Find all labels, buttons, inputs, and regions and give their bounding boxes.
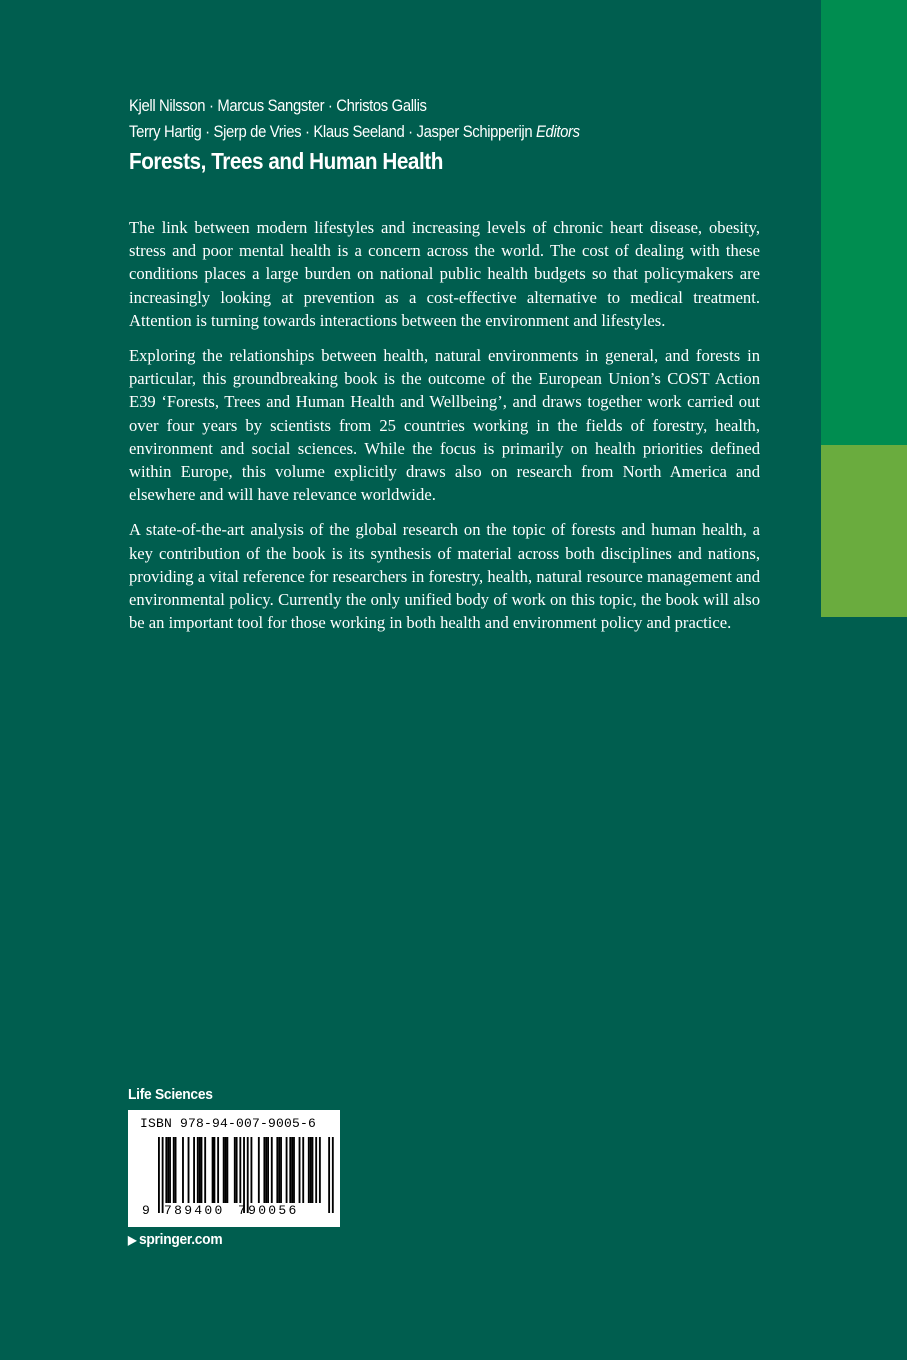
barcode-digit-first: 9 <box>142 1203 150 1218</box>
publisher-website[interactable] <box>128 1229 222 1251</box>
barcode-bar <box>243 1137 245 1213</box>
barcode-bar <box>265 1137 267 1203</box>
barcode-bar <box>234 1137 236 1203</box>
barcode-bar <box>258 1137 260 1203</box>
barcode-bar <box>167 1137 169 1203</box>
barcode-bar <box>247 1137 249 1213</box>
barcode-bar <box>165 1137 167 1203</box>
barcode-bar <box>236 1137 238 1203</box>
barcode-bar <box>280 1137 282 1203</box>
barcode-bar <box>197 1137 199 1203</box>
book-description <box>129 216 760 646</box>
editors-list <box>129 93 741 145</box>
barcode-bar <box>199 1137 201 1203</box>
barcode-bar <box>188 1137 190 1203</box>
barcode-bar <box>182 1137 184 1203</box>
isbn-barcode <box>128 1110 340 1227</box>
barcode-bar <box>312 1137 314 1203</box>
triangle-right-icon: ▶ <box>128 1233 137 1247</box>
barcode-bar <box>271 1137 273 1203</box>
barcode-bar <box>162 1137 164 1213</box>
barcode-bar <box>289 1137 291 1203</box>
barcode-bar <box>175 1137 177 1203</box>
editors-line-1: Kjell Nilsson · Marcus Sangster · Christos Gallis <box>129 97 427 115</box>
description-paragraph-1: The link between modern lifestyles and increasing levels of chronic heart disease, obesity, stress and poor mental health is a concern across the world. The cost of dealing with these conditions places a large burden on national public health budgets so that policymakers are increasingly looking at prevention as a cost-effective alternative to medical treatment. Attention is turning towards interactions between the environment and lifestyles. <box>129 218 760 330</box>
barcode-bars <box>128 1110 340 1227</box>
barcode-bar <box>315 1137 317 1203</box>
description-paragraph-2: Exploring the relationships between health, natural environments in general, and forests in particular, this groundbreaking book is the outcome of the European Union’s COST Action E39 ‘Forests, Trees and Human Health and Wellbeing’, and draws together work carried out over four years by scientists from 25 countries working in the fields of forestry, health, environment and social sciences. While the focus is primarily on health priorities defined within Europe, this volume explicitly draws also on research from North America and elsewhere and will have relevance worldwide. <box>129 346 760 505</box>
publisher-website-label: springer.com <box>138 1231 223 1248</box>
book-title: Forests, Trees and Human Health <box>129 148 443 174</box>
barcode-bar <box>251 1137 253 1203</box>
barcode-bar <box>319 1137 321 1203</box>
barcode-bar <box>276 1137 278 1203</box>
barcode-bar <box>299 1137 301 1203</box>
barcode-bar <box>214 1137 216 1203</box>
barcode-bar <box>328 1137 330 1213</box>
description-paragraph-3: A state-of-the-art analysis of the global research on the topic of forests and human health, a key contribution of the book is its synthesis of material across both disciplines and nations, providing a vital reference for researchers in forestry, health, natural resource management and environmental policy. Currently the only unified body of work on this topic, the book will also be an important tool for those working in both health and environment policy and practice. <box>129 520 760 633</box>
barcode-bar <box>193 1137 195 1203</box>
barcode-bar <box>225 1137 227 1203</box>
barcode-bar <box>332 1137 334 1213</box>
barcode-bar <box>302 1137 304 1203</box>
barcode-bar <box>212 1137 214 1203</box>
spine-color-band-top <box>821 0 907 445</box>
barcode-bar <box>217 1137 219 1203</box>
barcode-bar <box>158 1137 160 1213</box>
barcode-bar <box>239 1137 241 1203</box>
isbn-label: ISBN 978-94-007-9005-6 <box>140 1116 317 1131</box>
barcode-digits-left: 789400 <box>164 1203 225 1218</box>
barcode-bar <box>278 1137 280 1203</box>
editors-role: Editors <box>535 123 580 141</box>
barcode-bar <box>308 1137 310 1203</box>
barcode-bar <box>201 1137 203 1203</box>
barcode-bar <box>291 1137 293 1203</box>
barcode-bar <box>263 1137 265 1203</box>
barcode-bar <box>226 1137 228 1203</box>
editors-line-2 <box>129 119 741 145</box>
barcode-bar <box>204 1137 206 1203</box>
barcode-bar <box>293 1137 295 1203</box>
barcode-bar <box>267 1137 269 1203</box>
barcode-bar <box>286 1137 288 1203</box>
barcode-bar <box>169 1137 171 1203</box>
barcode-bar <box>310 1137 312 1203</box>
editors-line-2-names: Terry Hartig · Sjerp de Vries · Klaus Seeland · Jasper Schipperijn <box>129 123 533 141</box>
spine-color-band-bottom <box>821 445 907 617</box>
barcode-bar <box>223 1137 225 1203</box>
barcode-digits-right: 790056 <box>238 1203 299 1218</box>
subject-category: Life Sciences <box>128 1086 213 1103</box>
barcode-bar <box>173 1137 175 1203</box>
